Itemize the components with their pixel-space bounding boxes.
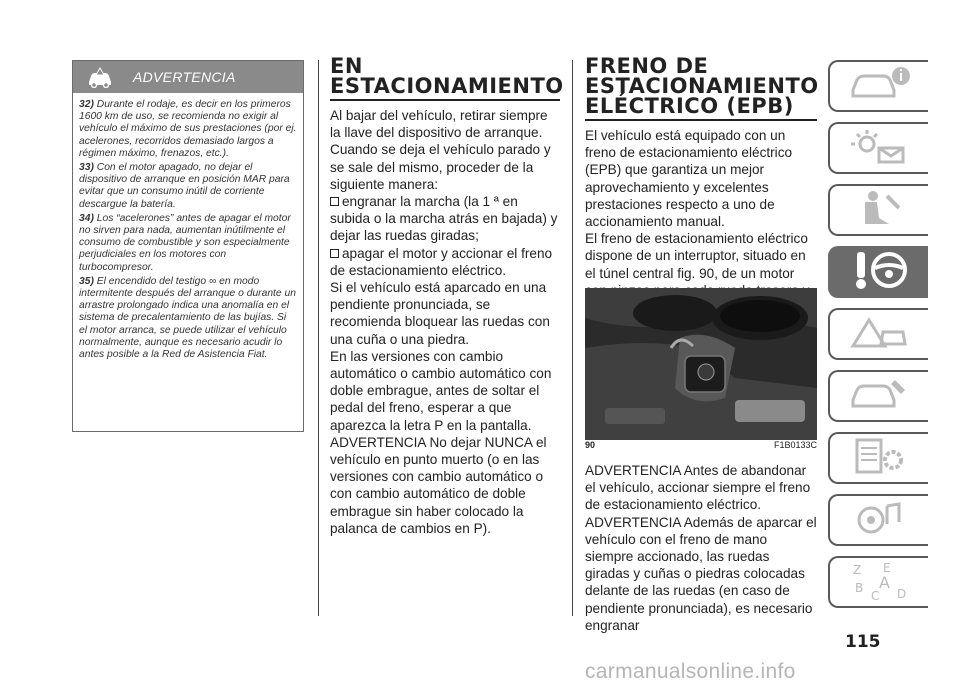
warning-item (79, 213, 297, 274)
warning-title: ADVERTENCIA (133, 69, 236, 85)
figure-caption (585, 440, 817, 454)
epb-body-continued (585, 462, 817, 634)
paragraph: ADVERTENCIA Antes de abandonar el vehículo, accionar siempre el freno de estacionamiento eléctrico. (585, 463, 811, 513)
checkbox-bullet-icon (330, 197, 339, 206)
car-info-icon (843, 64, 915, 109)
seat-airbag-icon (843, 188, 915, 233)
warning-body (73, 93, 303, 361)
svg-text:C: C (871, 588, 880, 602)
warning-box (72, 60, 304, 432)
column-divider (572, 60, 573, 616)
paragraph: El vehículo está equipado con un freno de estacionamiento eléctrico (EPB) que garantiza un mejor aprovechamiento y excelentes prestaciones respecto a uno de accionamiento manual. (585, 128, 793, 230)
car-warning-icon (85, 66, 115, 88)
svg-text:E: E (883, 560, 891, 575)
bullet-text: engranar la marcha (la 1 ª en subida o la marcha atrás en bajada) y dejar las ruedas giradas; (330, 194, 558, 244)
warning-item-text: Los “acelerones” antes de apagar el motor no sirven para nada, aumentan inútilmente el consumo de combustible y son especialmente perjudiciales en los motores con turbocompresor. (79, 212, 291, 273)
bullet-item (330, 245, 560, 279)
side-tab-technical-data[interactable] (828, 432, 928, 484)
bullet-text: apagar el motor y accionar el freno de estacionamiento eléctrico. (330, 245, 553, 278)
alphabet-index-icon (843, 558, 915, 607)
warning-item-text: Con el motor apagado, no dejar el dispositivo de arranque en posición MAR para evitar que un consumo inútil de corriente descargue la batería. (79, 162, 290, 210)
epb-heading: FRENO DE ESTACIONAMIENTO ELÉCTRICO (EPB) (585, 56, 817, 121)
side-tab-lights[interactable] (828, 122, 928, 174)
checkbox-bullet-icon (330, 249, 339, 258)
column-divider (318, 60, 319, 616)
page-number: 115 (845, 632, 881, 652)
epb-switch-photo (585, 288, 817, 440)
warning-item (79, 162, 297, 211)
svg-text:B: B (855, 580, 864, 595)
warning-item (79, 99, 297, 160)
parking-section (330, 54, 564, 537)
epb-section (585, 56, 817, 316)
bullet-item (330, 193, 560, 245)
side-tab-multimedia[interactable] (828, 494, 928, 546)
paragraph: En las versiones con cambio automático o cambio automático con doble embrague, antes de soltar el pedal del freno, esperar a que aparezca la letra P en la pantalla. (330, 348, 552, 433)
side-tab-starting-driving[interactable] (828, 246, 928, 298)
paragraph: ADVERTENCIA Además de aparcar el vehículo con el freno de mano siempre accionado, las ruedas giradas y cuñas o piedras colocadas delante de las ruedas (en caso de pendiente pronunciada), es necesario engranar (585, 514, 817, 633)
warning-header (73, 61, 303, 93)
car-service-icon (843, 374, 915, 419)
watermark: carmanualsonline.info (585, 660, 796, 683)
svg-text:A: A (879, 572, 890, 592)
paragraph: ADVERTENCIA No dejar NUNCA el vehículo en punto muerto (o en las versiones con cambio automático o con cambio automático de doble embrague sin haber colocado la palanca de cambios en P). (330, 434, 547, 536)
lights-warning-icon (843, 126, 915, 171)
warning-item-text: Durante el rodaje, es decir en los primeros 1600 km de uso, se recomienda no exigir al vehículo el máximo de sus prestaciones (por ej. acelerones, recorridos demasiado largos a régimen máximo, frenazos, etc.). (79, 99, 297, 159)
figure-code: F1B0133C (773, 440, 817, 450)
figure-number: 90 (585, 440, 596, 450)
svg-text:Z: Z (853, 562, 862, 577)
paragraph: Cuando se deja el vehículo parado y se sale del mismo, proceder de la siguiente manera: (330, 142, 551, 192)
side-tab-safety[interactable] (828, 184, 928, 236)
warning-item-number: 33) (79, 162, 94, 174)
side-tab-maintenance[interactable] (828, 370, 928, 422)
parking-body (330, 107, 560, 537)
paragraph: Al bajar del vehículo, retirar siempre la llave del dispositivo de arranque. (330, 108, 548, 141)
specs-gear-icon (843, 436, 915, 481)
warning-item-number: 34) (79, 212, 94, 224)
side-tab-car-info[interactable] (828, 60, 928, 112)
warning-item-number: 32) (79, 99, 94, 110)
side-tab-emergency[interactable] (828, 308, 928, 360)
warning-triangle-icon (843, 312, 915, 357)
warning-item-text: El encendido del testigo ∞ en modo intermitente después del arranque o durante un arrastre prolongado indica una anomalía en el sistema de precalentamiento de las bujías. Si el motor arranca, se puede utilizar el vehículo normalmente, aunque es necesario acudir lo antes posible a la Red de Asistencia Fiat. (79, 275, 296, 361)
side-tab-index[interactable] (828, 556, 928, 608)
warning-item-number: 35) (79, 275, 94, 287)
warning-item (79, 276, 297, 361)
svg-text:D: D (897, 586, 907, 601)
key-steering-wheel-icon (843, 248, 915, 297)
parking-heading: EN ESTACIONAMIENTO (330, 56, 560, 101)
paragraph: Si el vehículo está aparcado en una pendiente pronunciada, se recomienda bloquear las ruedas con una cuña o una piedra. (330, 280, 550, 347)
paragraph: El freno de estacionamiento eléctrico dispone de un interruptor, situado en el túnel central fig. 90, de un motor (585, 231, 808, 281)
multimedia-icon (843, 498, 915, 543)
